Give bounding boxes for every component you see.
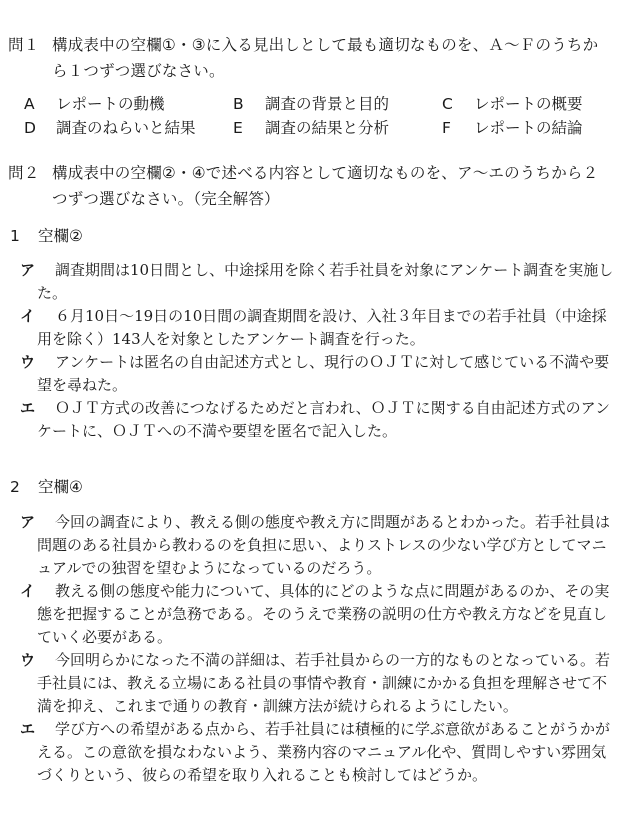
section-heading-blank-4 bbox=[10, 475, 83, 499]
option-text: 今回の調査により、教える側の態度や教え方に問題があるとわかった。若手社員は問題のある社員から教わるのを負担に思い、よりストレスの少ない学び方としてマニュアルでの独習を望むようになっているのだろう。 bbox=[37, 513, 611, 577]
choice-letter: D bbox=[24, 119, 36, 137]
option-text: 今回明らかになった不満の詳細は、若手社員からの一方的なものとなっている。若手社員には、教える立場にある社員の事情や教育・訓練にかかる負担を理解させて不満を抑え、これまで通りの教育・訓練方法が続けられるようにしたい。 bbox=[37, 651, 611, 715]
option-e[interactable] bbox=[20, 718, 620, 787]
choice-letter: C bbox=[442, 95, 453, 113]
choice-label: 調査の結果と分析 bbox=[265, 119, 390, 137]
choice-b[interactable] bbox=[233, 92, 442, 116]
option-text: 調査期間は10日間とし、中途採用を除く若手社員を対象にアンケート調査を実施した。 bbox=[37, 261, 614, 302]
choice-letter: B bbox=[233, 95, 244, 113]
question-number: 問１ bbox=[8, 36, 40, 54]
choice-e[interactable] bbox=[233, 116, 442, 140]
option-text: 学び方への希望がある点から、若手社員には積極的に学ぶ意欲があることがうかがえる。この意欲を損なわないよう、業務内容のマニュアル化や、質問しやすい雰囲気づくりという、彼らの希望を取り入れることも検討してはどうか。 bbox=[37, 720, 611, 784]
section-title: 空欄② bbox=[38, 227, 83, 245]
option-u[interactable] bbox=[20, 351, 620, 397]
option-kana: エ bbox=[20, 399, 36, 417]
section-number: 1 bbox=[10, 227, 20, 245]
question-text-cont: つずつ選びなさい。（完全解答） bbox=[52, 190, 280, 208]
option-kana: エ bbox=[20, 720, 36, 738]
option-u[interactable] bbox=[20, 649, 620, 718]
choice-letter: F bbox=[442, 119, 451, 137]
choice-label: レポートの動機 bbox=[56, 95, 165, 113]
option-text: ＯＪＴ方式の改善につなげるためだと言われ、ＯＪＴに関する自由記述方式のアンケートに、ＯＪＴへの不満や要望を匿名で記入した。 bbox=[37, 399, 611, 440]
question-2 bbox=[8, 160, 598, 212]
option-kana: イ bbox=[20, 307, 36, 325]
option-kana: ア bbox=[20, 513, 36, 531]
section-number: 2 bbox=[10, 478, 20, 496]
question-text: 構成表中の空欄①・③に入る見出しとして最も適切なものを、Ａ～Ｆのうちか bbox=[52, 36, 599, 54]
option-kana: イ bbox=[20, 582, 36, 600]
option-i[interactable] bbox=[20, 580, 620, 649]
question-1 bbox=[8, 32, 598, 84]
choice-label: 調査のねらいと結果 bbox=[56, 119, 196, 137]
section-heading-blank-2 bbox=[10, 224, 83, 248]
choice-letter: A bbox=[24, 95, 35, 113]
option-i[interactable] bbox=[20, 305, 620, 351]
choice-d[interactable] bbox=[24, 116, 233, 140]
choice-c[interactable] bbox=[442, 92, 636, 116]
choice-label: レポートの結論 bbox=[474, 119, 583, 137]
option-kana: ウ bbox=[20, 353, 36, 371]
section-title: 空欄④ bbox=[38, 478, 83, 496]
answer-choices bbox=[24, 92, 636, 140]
option-e[interactable] bbox=[20, 397, 620, 443]
choice-letter: E bbox=[233, 119, 243, 137]
option-a[interactable] bbox=[20, 511, 620, 580]
option-text: ６月10日～19日の10日間の調査期間を設け、入社３年目までの若手社員（中途採用を除く）143人を対象としたアンケート調査を行った。 bbox=[37, 307, 607, 348]
choice-a[interactable] bbox=[24, 92, 233, 116]
option-a[interactable] bbox=[20, 259, 620, 305]
options-blank-4 bbox=[20, 511, 620, 787]
question-number: 問２ bbox=[8, 164, 40, 182]
question-text: 構成表中の空欄②・④で述べる内容として適切なものを、ア～エのうちから２ bbox=[52, 164, 599, 182]
choice-label: 調査の背景と目的 bbox=[265, 95, 390, 113]
options-blank-2 bbox=[20, 259, 620, 443]
option-kana: ウ bbox=[20, 651, 36, 669]
question-text-cont: ら１つずつ選びなさい。 bbox=[52, 62, 225, 80]
option-text: アンケートは匿名の自由記述方式とし、現行のＯＪＴに対して感じている不満や要望を尋ねた。 bbox=[37, 353, 610, 394]
choice-label: レポートの概要 bbox=[474, 95, 583, 113]
option-text: 教える側の態度や能力について、具体的にどのような点に問題があるのか、その実態を把握することが急務である。そのうえで業務の説明の仕方や教え方などを見直していく必要がある。 bbox=[37, 582, 610, 646]
option-kana: ア bbox=[20, 261, 36, 279]
choice-f[interactable] bbox=[442, 116, 636, 140]
